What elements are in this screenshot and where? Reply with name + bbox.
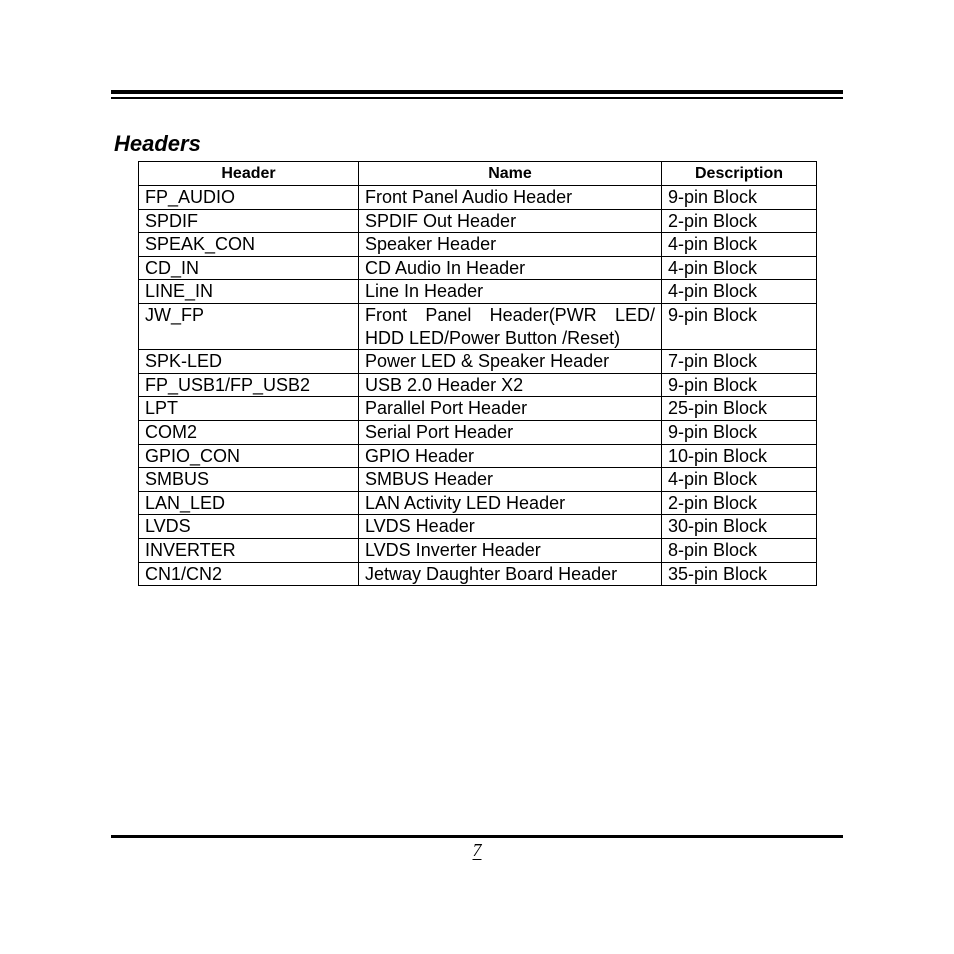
description-cell: 9-pin Block: [662, 303, 817, 349]
header-cell: INVERTER: [139, 538, 359, 562]
column-header: Name: [359, 162, 662, 186]
header-cell: GPIO_CON: [139, 444, 359, 468]
column-header: Description: [662, 162, 817, 186]
description-cell: 35-pin Block: [662, 562, 817, 586]
description-cell: 4-pin Block: [662, 280, 817, 304]
description-cell: 9-pin Block: [662, 420, 817, 444]
name-cell: Line In Header: [359, 280, 662, 304]
table-row: [139, 256, 817, 280]
description-cell: 9-pin Block: [662, 373, 817, 397]
table-row: [139, 303, 817, 349]
table-row: [139, 420, 817, 444]
name-cell: USB 2.0 Header X2: [359, 373, 662, 397]
header-cell: LAN_LED: [139, 491, 359, 515]
description-cell: 4-pin Block: [662, 256, 817, 280]
header-rule-thick: [111, 90, 843, 94]
headers-table: [138, 161, 817, 586]
table-row: [139, 538, 817, 562]
header-cell: FP_USB1/FP_USB2: [139, 373, 359, 397]
name-cell: Front Panel Audio Header: [359, 186, 662, 210]
name-cell: LVDS Header: [359, 515, 662, 539]
section-title: Headers: [114, 131, 201, 156]
header-rule-thin: [111, 97, 843, 99]
table-row: [139, 444, 817, 468]
name-cell: Parallel Port Header: [359, 397, 662, 421]
column-header: Header: [139, 162, 359, 186]
description-cell: 4-pin Block: [662, 468, 817, 492]
table-row: [139, 515, 817, 539]
name-cell: LAN Activity LED Header: [359, 491, 662, 515]
header-cell: JW_FP: [139, 303, 359, 349]
header-cell: CD_IN: [139, 256, 359, 280]
description-cell: 30-pin Block: [662, 515, 817, 539]
footer-rule: [111, 835, 843, 838]
table-row: [139, 373, 817, 397]
table-header-row: [139, 162, 817, 186]
description-cell: 10-pin Block: [662, 444, 817, 468]
header-cell: SPK-LED: [139, 350, 359, 374]
name-cell: Serial Port Header: [359, 420, 662, 444]
table-row: [139, 350, 817, 374]
description-cell: 9-pin Block: [662, 186, 817, 210]
name-cell: Front Panel Header(PWR LED/ HDD LED/Power Button /Reset): [359, 303, 662, 349]
header-cell: LPT: [139, 397, 359, 421]
name-cell: LVDS Inverter Header: [359, 538, 662, 562]
name-cell: SPDIF Out Header: [359, 209, 662, 233]
table-row: [139, 491, 817, 515]
header-cell: SMBUS: [139, 468, 359, 492]
name-cell: Jetway Daughter Board Header: [359, 562, 662, 586]
header-cell: FP_AUDIO: [139, 186, 359, 210]
description-cell: 2-pin Block: [662, 209, 817, 233]
table-row: [139, 233, 817, 257]
header-cell: SPDIF: [139, 209, 359, 233]
name-cell: CD Audio In Header: [359, 256, 662, 280]
table-row: [139, 186, 817, 210]
description-cell: 8-pin Block: [662, 538, 817, 562]
name-cell: GPIO Header: [359, 444, 662, 468]
name-cell: Speaker Header: [359, 233, 662, 257]
table-row: [139, 468, 817, 492]
description-cell: 2-pin Block: [662, 491, 817, 515]
name-cell: SMBUS Header: [359, 468, 662, 492]
page-number-text: 7: [472, 840, 482, 860]
header-cell: COM2: [139, 420, 359, 444]
name-cell: Power LED & Speaker Header: [359, 350, 662, 374]
description-cell: 7-pin Block: [662, 350, 817, 374]
table-row: [139, 209, 817, 233]
header-cell: CN1/CN2: [139, 562, 359, 586]
description-cell: 25-pin Block: [662, 397, 817, 421]
table-row: [139, 397, 817, 421]
table-row: [139, 562, 817, 586]
header-cell: LINE_IN: [139, 280, 359, 304]
page-number: [0, 840, 954, 860]
table-row: [139, 280, 817, 304]
header-cell: LVDS: [139, 515, 359, 539]
header-cell: SPEAK_CON: [139, 233, 359, 257]
description-cell: 4-pin Block: [662, 233, 817, 257]
